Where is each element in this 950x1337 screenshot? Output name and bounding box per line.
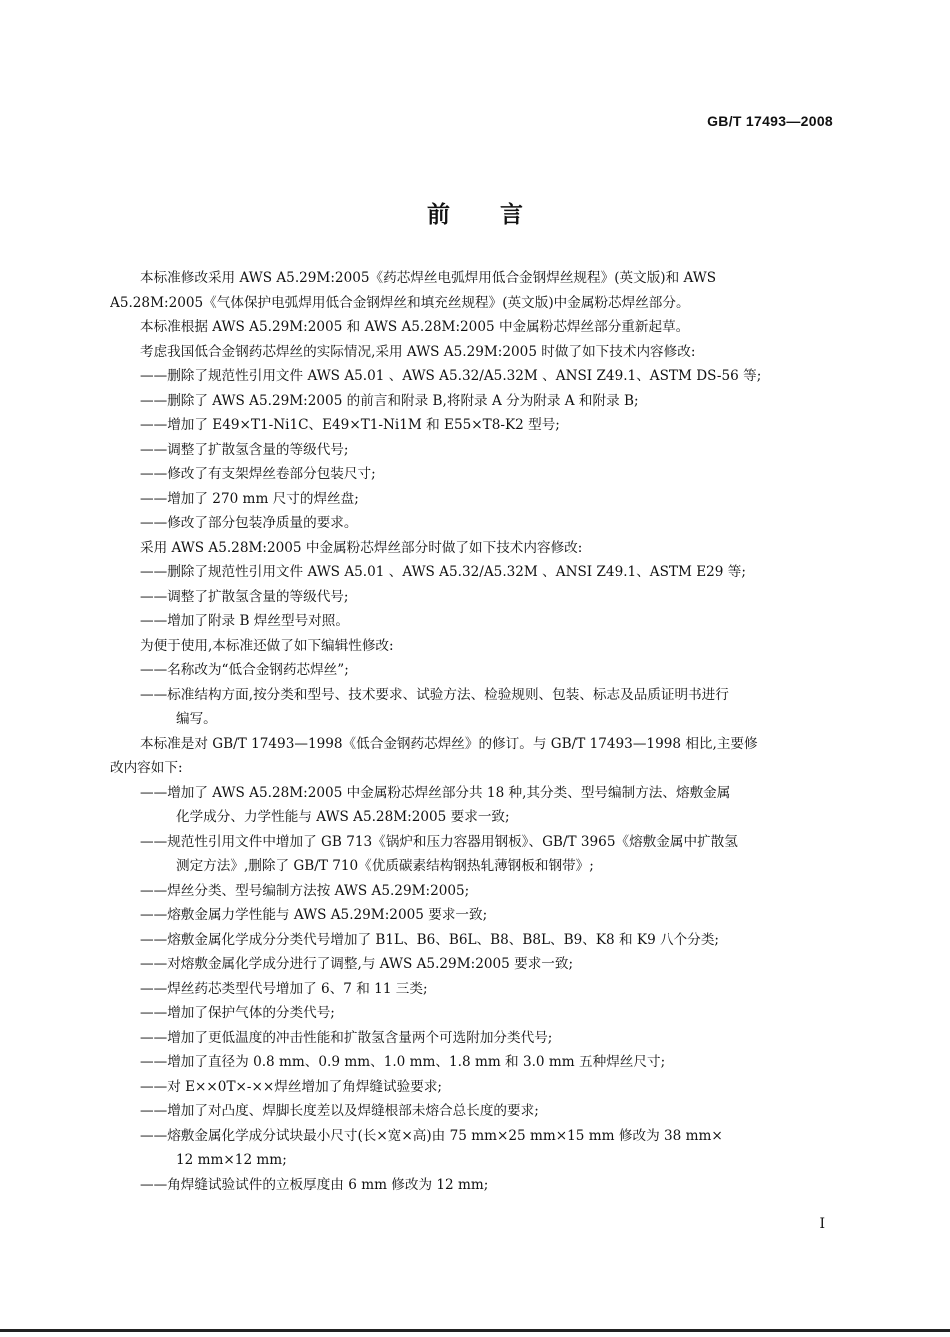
text-line: 12 mm×12 mm; [176,1152,287,1168]
text-line: ——角焊缝试验试件的立板厚度由 6 mm 修改为 12 mm; [140,1176,489,1193]
page-number: I [819,1216,825,1232]
text-line: 本标准根据 AWS A5.29M:2005 和 AWS A5.28M:2005 中金属粉芯焊丝部分重新起草。 [140,319,690,335]
text-line: ——标准结构方面,按分类和型号、技术要求、试验方法、检验规则、包装、标志及品质证明书进行 [140,686,729,703]
text-line: ——对熔敷金属化学成分进行了调整,与 AWS A5.29M:2005 要求一致; [140,956,574,972]
text-line: ——增加了对凸度、焊脚长度差以及焊缝根部未熔合总长度的要求; [140,1103,539,1119]
text-line: 采用 AWS A5.28M:2005 中金属粉芯焊丝部分时做了如下技术内容修改: [140,539,583,556]
text-line: ——增加了 270 mm 尺寸的焊丝盘; [140,490,359,507]
text-line: ——删除了 AWS A5.29M:2005 的前言和附录 B,将附录 A 分为附录 A 和附录 B; [140,392,639,409]
text-line: 本标准修改采用 AWS A5.29M:2005《药芯焊丝电弧焊用低合金钢焊丝规程》(英文版)和 AWS [140,270,717,286]
text-line: ——增加了 E49×T1-Ni1C、E49×T1-Ni1M 和 E55×T8-K2 型号; [140,417,560,433]
text-line: ——修改了有支架焊丝卷部分包装尺寸; [140,466,376,482]
text-line: ——名称改为“低合金钢药芯焊丝”; [140,662,349,678]
text-line: 考虑我国低合金钢药芯焊丝的实际情况,采用 AWS A5.29M:2005 时做了如下技术内容修改: [140,343,696,360]
text-line: ——增加了保护气体的分类代号; [140,1005,335,1021]
text-line: ——增加了 AWS A5.28M:2005 中金属粉芯焊丝部分共 18 种,其分类、型号编制方法、熔敷金属 [140,784,731,801]
page-title: 前 言 [426,202,523,228]
text-line: ——焊丝药芯类型代号增加了 6、7 和 11 三类; [140,980,428,997]
text-line: ——删除了规范性引用文件 AWS A5.01 、AWS A5.32/A5.32M 、ANSI Z49.1、ASTM DS-56 等; [140,368,762,384]
text-line: 测定方法》,删除了 GB/T 710《优质碳素结构钢热轧薄钢板和钢带》; [176,858,594,874]
text-line: ——规范性引用文件中增加了 GB 713《锅炉和压力容器用钢板》、GB/T 3965《熔敷金属中扩散氢 [140,833,738,850]
text-line: 为便于使用,本标准还做了如下编辑性修改: [140,637,394,654]
text-line: ——调整了扩散氢含量的等级代号; [140,441,349,458]
text-line: ——熔敷金属化学成分试块最小尺寸(长×宽×高)由 75 mm×25 mm×15 mm 修改为 38 mm× [140,1127,723,1144]
text-line: 改内容如下: [110,760,183,776]
text-line: 本标准是对 GB/T 17493—1998《低合金钢药芯焊丝》的修订。与 GB/T 17493—1998 相比,主要修 [140,735,758,752]
text-line: ——调整了扩散氢含量的等级代号; [140,588,349,605]
text-line: ——增加了更低温度的冲击性能和扩散氢含量两个可选附加分类代号; [140,1029,553,1046]
text-line: ——增加了直径为 0.8 mm、0.9 mm、1.0 mm、1.8 mm 和 3.0 mm 五种焊丝尺寸; [140,1054,666,1070]
text-line: ——焊丝分类、型号编制方法按 AWS A5.29M:2005; [140,882,470,899]
text-line: 化学成分、力学性能与 AWS A5.28M:2005 要求一致; [176,809,510,825]
text-line: ——修改了部分包装净质量的要求。 [140,515,358,531]
text-line: ——删除了规范性引用文件 AWS A5.01 、AWS A5.32/A5.32M 、ANSI Z49.1、ASTM E29 等; [140,564,746,580]
text-line: ——对 E××0T×-××焊丝增加了角焊缝试验要求; [140,1078,442,1095]
text-line: ——熔敷金属化学成分分类代号增加了 B1L、B6、B6L、B8、B8L、B9、K8 和 K9 八个分类; [140,931,720,948]
text-line: 编写。 [176,711,217,727]
text-line: A5.28M:2005《气体保护电弧焊用低合金钢焊丝和填充丝规程》(英文版)中金属粉芯焊丝部分。 [110,294,690,311]
text-line: ——增加了附录 B 焊丝型号对照。 [140,613,349,629]
text-line: ——熔敷金属力学性能与 AWS A5.29M:2005 要求一致; [140,907,488,923]
bottom-rule [0,1329,950,1332]
body-text [110,266,840,1197]
standard-code: GB/T 17493—2008 [707,113,833,129]
